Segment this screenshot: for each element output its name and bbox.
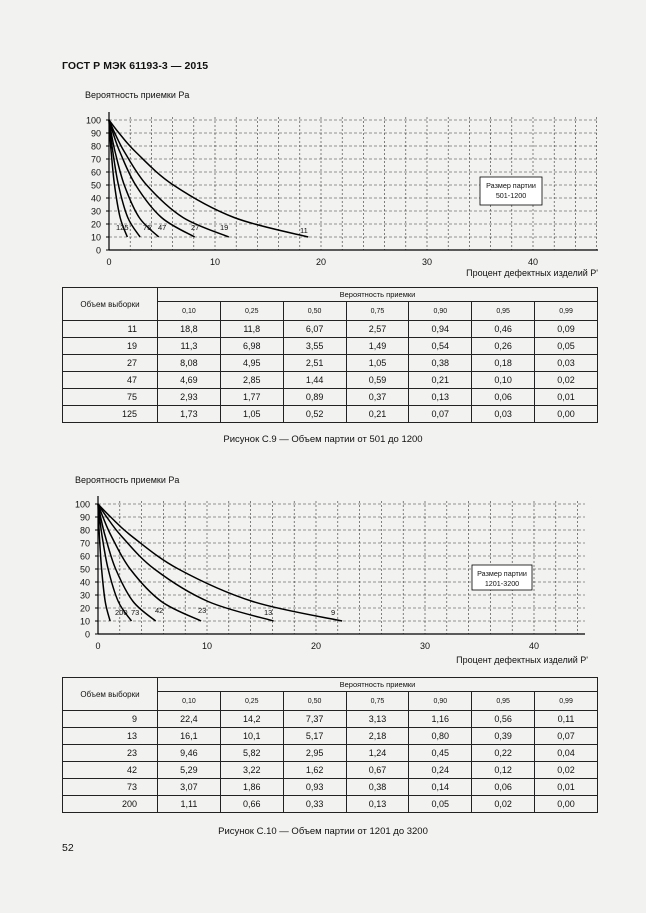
- y-tick-label: 30: [90, 206, 101, 217]
- x-axis-title: Процент дефектных изделий P': [466, 268, 598, 278]
- y-tick-label: 80: [90, 141, 101, 152]
- sampling-table-lot-501-1200: [62, 287, 598, 423]
- lot-size-range: 1201-3200: [484, 579, 520, 588]
- series-label-n9: 9: [331, 608, 336, 617]
- defect-percent-cell: 10,1: [220, 728, 283, 745]
- x-tick-label: 20: [310, 641, 322, 651]
- defect-percent-cell: 0,02: [535, 762, 598, 779]
- probability-column-header: 0,75: [346, 302, 409, 321]
- defect-percent-cell: 0,06: [472, 389, 535, 406]
- defect-percent-cell: 0,02: [535, 372, 598, 389]
- x-tick-label: 10: [209, 257, 221, 267]
- x-tick-label: 0: [95, 641, 101, 651]
- defect-percent-cell: 1,44: [283, 372, 346, 389]
- defect-percent-cell: 0,37: [346, 389, 409, 406]
- defect-percent-cell: 16,1: [158, 728, 221, 745]
- table-row: [63, 728, 598, 745]
- sample-size-cell: 19: [63, 338, 158, 355]
- defect-percent-cell: 2,51: [283, 355, 346, 372]
- defect-percent-cell: 0,38: [346, 779, 409, 796]
- series-label-n73: 73: [131, 608, 140, 617]
- defect-percent-cell: 1,24: [346, 745, 409, 762]
- defect-percent-cell: 0,66: [220, 796, 283, 813]
- y-tick-label: 60: [79, 551, 90, 562]
- sample-size-cell: 23: [63, 745, 158, 762]
- y-tick-label: 80: [79, 525, 90, 536]
- defect-percent-cell: 3,55: [283, 338, 346, 355]
- table-row: [63, 406, 598, 423]
- defect-percent-cell: 3,13: [346, 711, 409, 728]
- table-row: [63, 338, 598, 355]
- y-tick-label: 20: [79, 603, 90, 614]
- probability-column-header: 0,10: [158, 302, 221, 321]
- defect-percent-cell: 5,17: [283, 728, 346, 745]
- y-tick-label: 100: [74, 499, 90, 510]
- defect-percent-cell: 11,8: [220, 321, 283, 338]
- acceptance-probability-header: Вероятность приемки: [158, 288, 598, 302]
- probability-column-header: 0,95: [472, 692, 535, 711]
- defect-percent-cell: 0,11: [535, 711, 598, 728]
- y-tick-label: 70: [90, 154, 101, 165]
- defect-percent-cell: 6,07: [283, 321, 346, 338]
- x-tick-label: 40: [527, 257, 539, 267]
- probability-column-header: 0,99: [535, 692, 598, 711]
- y-axis-title: Вероятность приемки Pa: [85, 90, 190, 100]
- defect-percent-cell: 5,82: [220, 745, 283, 762]
- y-tick-label: 70: [79, 538, 90, 549]
- sample-size-header: Объем выборки: [63, 678, 158, 711]
- y-tick-label: 30: [79, 590, 90, 601]
- defect-percent-cell: 0,18: [472, 355, 535, 372]
- defect-percent-cell: 0,22: [472, 745, 535, 762]
- lot-size-range: 501-1200: [495, 191, 527, 200]
- table-row: [63, 745, 598, 762]
- defect-percent-cell: 0,89: [283, 389, 346, 406]
- probability-column-header: 0,10: [158, 692, 221, 711]
- defect-percent-cell: 0,54: [409, 338, 472, 355]
- defect-percent-cell: 1,86: [220, 779, 283, 796]
- defect-percent-cell: 2,57: [346, 321, 409, 338]
- defect-percent-cell: 0,00: [535, 406, 598, 423]
- defect-percent-cell: 3,07: [158, 779, 221, 796]
- defect-percent-cell: 0,05: [409, 796, 472, 813]
- sample-size-header: Объем выборки: [63, 288, 158, 321]
- y-tick-label: 10: [79, 616, 90, 627]
- y-tick-label: 100: [85, 115, 101, 126]
- defect-percent-cell: 0,45: [409, 745, 472, 762]
- defect-percent-cell: 0,05: [535, 338, 598, 355]
- defect-percent-cell: 0,02: [472, 796, 535, 813]
- defect-percent-cell: 0,10: [472, 372, 535, 389]
- defect-percent-cell: 0,01: [535, 389, 598, 406]
- defect-percent-cell: 1,73: [158, 406, 221, 423]
- defect-percent-cell: 0,06: [472, 779, 535, 796]
- table-row: [63, 355, 598, 372]
- defect-percent-cell: 0,07: [409, 406, 472, 423]
- y-tick-label: 0: [95, 245, 101, 256]
- defect-percent-cell: 1,05: [346, 355, 409, 372]
- defect-percent-cell: 9,46: [158, 745, 221, 762]
- defect-percent-cell: 2,85: [220, 372, 283, 389]
- probability-column-header: 0,50: [283, 692, 346, 711]
- oc-chart-lot-1201-3200: [0, 470, 646, 670]
- x-tick-label: 30: [419, 641, 431, 651]
- series-label-n42: 42: [155, 606, 164, 615]
- x-axis-title: Процент дефектных изделий P': [456, 655, 588, 665]
- probability-column-header: 0,90: [409, 692, 472, 711]
- defect-percent-cell: 1,77: [220, 389, 283, 406]
- probability-column-header: 0,95: [472, 302, 535, 321]
- sample-size-cell: 125: [63, 406, 158, 423]
- defect-percent-cell: 0,93: [283, 779, 346, 796]
- y-tick-label: 10: [90, 232, 101, 243]
- y-tick-label: 20: [90, 219, 101, 230]
- y-tick-label: 90: [90, 128, 101, 139]
- y-tick-label: 50: [90, 180, 101, 191]
- defect-percent-cell: 2,18: [346, 728, 409, 745]
- defect-percent-cell: 0,59: [346, 372, 409, 389]
- defect-percent-cell: 3,22: [220, 762, 283, 779]
- defect-percent-cell: 0,03: [535, 355, 598, 372]
- table-row: [63, 321, 598, 338]
- defect-percent-cell: 0,13: [346, 796, 409, 813]
- sample-size-cell: 42: [63, 762, 158, 779]
- sample-size-cell: 27: [63, 355, 158, 372]
- defect-percent-cell: 0,00: [535, 796, 598, 813]
- series-label-n11: 11: [300, 226, 308, 235]
- defect-percent-cell: 0,21: [409, 372, 472, 389]
- defect-percent-cell: 11,3: [158, 338, 221, 355]
- series-label-n47: 47: [158, 223, 167, 232]
- defect-percent-cell: 0,52: [283, 406, 346, 423]
- defect-percent-cell: 0,03: [472, 406, 535, 423]
- series-label-n200: 200: [115, 608, 128, 617]
- y-tick-label: 50: [79, 564, 90, 575]
- defect-percent-cell: 0,67: [346, 762, 409, 779]
- defect-percent-cell: 0,14: [409, 779, 472, 796]
- defect-percent-cell: 1,16: [409, 711, 472, 728]
- defect-percent-cell: 0,80: [409, 728, 472, 745]
- defect-percent-cell: 0,38: [409, 355, 472, 372]
- oc-curve-n13: [98, 504, 273, 621]
- acceptance-probability-header: Вероятность приемки: [158, 678, 598, 692]
- probability-column-header: 0,99: [535, 302, 598, 321]
- series-label-n13: 13: [264, 608, 273, 617]
- defect-percent-cell: 0,39: [472, 728, 535, 745]
- defect-percent-cell: 8,08: [158, 355, 221, 372]
- defect-percent-cell: 1,11: [158, 796, 221, 813]
- y-tick-label: 0: [84, 629, 90, 640]
- defect-percent-cell: 7,37: [283, 711, 346, 728]
- probability-column-header: 0,50: [283, 302, 346, 321]
- defect-percent-cell: 0,21: [346, 406, 409, 423]
- series-label-n27: 27: [191, 223, 200, 232]
- sample-size-cell: 11: [63, 321, 158, 338]
- sample-size-cell: 9: [63, 711, 158, 728]
- defect-percent-cell: 0,94: [409, 321, 472, 338]
- table-row: [63, 779, 598, 796]
- sample-size-cell: 75: [63, 389, 158, 406]
- sample-size-cell: 13: [63, 728, 158, 745]
- table-row: [63, 711, 598, 728]
- y-tick-label: 60: [90, 167, 101, 178]
- lot-size-label: Размер партии: [477, 569, 527, 578]
- sampling-table-lot-1201-3200: [62, 677, 598, 813]
- defect-percent-cell: 5,29: [158, 762, 221, 779]
- x-tick-label: 20: [315, 257, 327, 267]
- defect-percent-cell: 0,13: [409, 389, 472, 406]
- y-tick-label: 40: [90, 193, 101, 204]
- table-row: [63, 796, 598, 813]
- defect-percent-cell: 0,12: [472, 762, 535, 779]
- figure-caption: Рисунок С.10 — Объем партии от 1201 до 3200: [218, 826, 428, 837]
- defect-percent-cell: 1,05: [220, 406, 283, 423]
- series-label-n23: 23: [198, 606, 207, 615]
- series-label-n125: 125: [116, 223, 129, 232]
- defect-percent-cell: 0,07: [535, 728, 598, 745]
- defect-percent-cell: 14,2: [220, 711, 283, 728]
- y-tick-label: 40: [79, 577, 90, 588]
- defect-percent-cell: 1,62: [283, 762, 346, 779]
- defect-percent-cell: 2,95: [283, 745, 346, 762]
- sample-size-cell: 200: [63, 796, 158, 813]
- series-label-n19: 19: [220, 223, 229, 232]
- x-tick-label: 40: [528, 641, 540, 651]
- x-tick-label: 30: [421, 257, 433, 267]
- defect-percent-cell: 0,01: [535, 779, 598, 796]
- document-header: ГОСТ Р МЭК 61193-3 — 2015: [62, 60, 209, 72]
- probability-column-header: 0,90: [409, 302, 472, 321]
- x-tick-label: 0: [106, 257, 112, 267]
- figure-caption: Рисунок С.9 — Объем партии от 501 до 1200: [223, 434, 423, 445]
- defect-percent-cell: 22,4: [158, 711, 221, 728]
- table-row: [63, 762, 598, 779]
- page-number: 52: [62, 842, 74, 854]
- table-row: [63, 389, 598, 406]
- oc-curve-n19: [109, 120, 229, 237]
- defect-percent-cell: 4,69: [158, 372, 221, 389]
- sample-size-cell: 47: [63, 372, 158, 389]
- sample-size-cell: 73: [63, 779, 158, 796]
- defect-percent-cell: 4,95: [220, 355, 283, 372]
- defect-percent-cell: 1,49: [346, 338, 409, 355]
- y-axis-title: Вероятность приемки Pa: [75, 475, 180, 485]
- series-label-n75: 75: [143, 223, 152, 232]
- oc-chart-lot-501-1200: [0, 80, 646, 280]
- defect-percent-cell: 2,93: [158, 389, 221, 406]
- defect-percent-cell: 0,26: [472, 338, 535, 355]
- lot-size-label: Размер партии: [486, 181, 536, 190]
- probability-column-header: 0,25: [220, 692, 283, 711]
- x-tick-label: 10: [201, 641, 213, 651]
- defect-percent-cell: 0,04: [535, 745, 598, 762]
- defect-percent-cell: 0,24: [409, 762, 472, 779]
- defect-percent-cell: 0,56: [472, 711, 535, 728]
- defect-percent-cell: 18,8: [158, 321, 221, 338]
- probability-column-header: 0,25: [220, 302, 283, 321]
- defect-percent-cell: 0,33: [283, 796, 346, 813]
- table-row: [63, 372, 598, 389]
- defect-percent-cell: 6,98: [220, 338, 283, 355]
- defect-percent-cell: 0,46: [472, 321, 535, 338]
- y-tick-label: 90: [79, 512, 90, 523]
- defect-percent-cell: 0,09: [535, 321, 598, 338]
- probability-column-header: 0,75: [346, 692, 409, 711]
